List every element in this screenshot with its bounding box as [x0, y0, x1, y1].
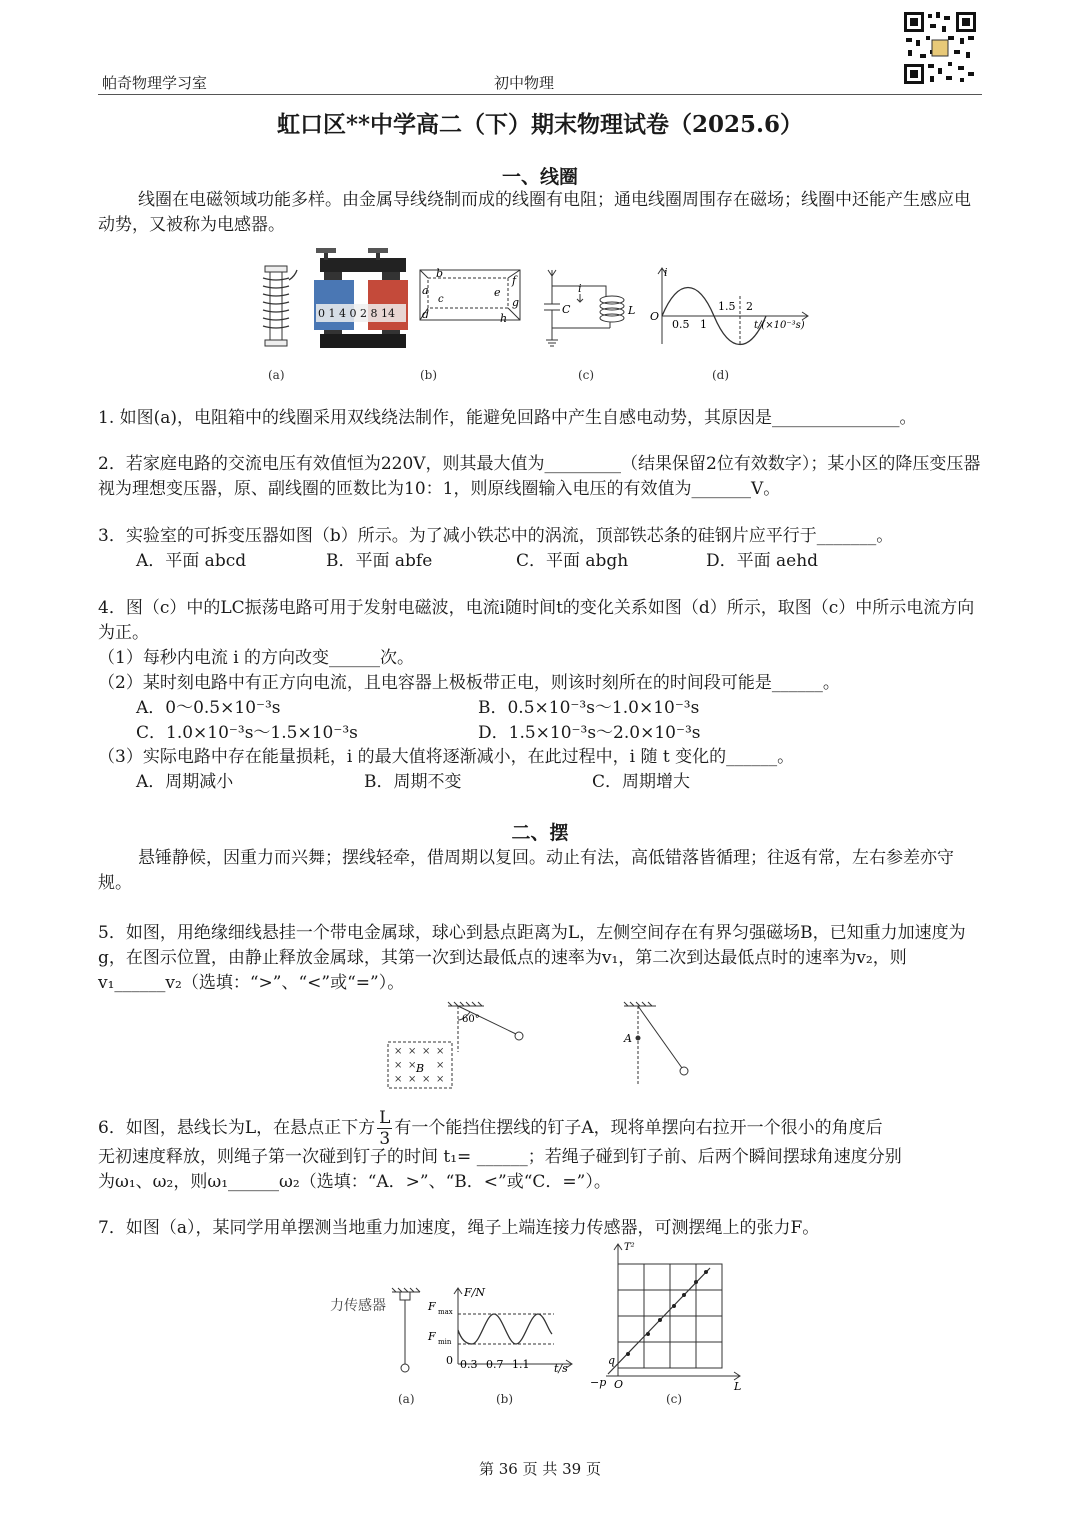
figure-b-transformer	[304, 248, 528, 352]
svg-text:×: ×	[408, 1060, 417, 1071]
q4-2-option-a: A．0～0.5×10⁻³s	[136, 698, 281, 718]
svg-text:i: i	[578, 282, 582, 295]
page-title: 虹口区**中学高二（下）期末物理试卷（2025.6）	[276, 111, 804, 138]
caption-d: (d)	[712, 368, 730, 382]
svg-text:F: F	[428, 1300, 436, 1313]
q3-option-c: C．平面 abgh	[516, 551, 629, 571]
qr-code-icon	[902, 10, 978, 86]
svg-text:2: 2	[746, 300, 753, 313]
svg-text:−p: −p	[590, 1376, 607, 1389]
q4-3-option-b: B．周期不变	[364, 772, 462, 792]
svg-text:max: max	[438, 1308, 453, 1316]
svg-text:e: e	[494, 286, 501, 299]
fraction-l-over-3: $\frac{L}{3}$	[379, 1108, 391, 1149]
question-6-line1: 6．如图，悬线长为L，在悬点正下方 $\frac{L}{3}$ 有一个能挡住摆线的钉子A，现将单摆向右拉开一个很小的角度后	[98, 1108, 883, 1149]
svg-text:F/N: F/N	[464, 1286, 485, 1299]
svg-text:0: 0	[446, 1354, 453, 1367]
svg-text:×: ×	[408, 1046, 417, 1057]
svg-text:0.5: 0.5	[672, 318, 690, 331]
svg-text:×: ×	[422, 1074, 431, 1085]
q3-option-a: A．平面 abcd	[136, 551, 247, 571]
svg-text:×: ×	[422, 1046, 431, 1057]
caption-a: (a)	[268, 368, 285, 382]
question-2: 2．若家庭电路的交流电压有效值恒为220V，则其最大值为_________（结果保留2位有效数字）；某小区的降压变压器视为理想变压器，原、副线圈的匝数比为10：1，则原线圈输入电压的有效值为_______V。	[98, 454, 981, 499]
svg-text:d: d	[422, 308, 430, 321]
svg-text:60°: 60°	[462, 1014, 480, 1025]
section-intro-coil: 线圈在电磁领域功能多样。由金属导线绕制而成的线圈有电阻；通电线圈周围存在磁场；线圈中还能产生感应电动势，又被称为电感器。	[98, 190, 971, 235]
q4-sub-2: （2）某时刻电路中有正方向电流，且电容器上极板带正电，则该时刻所在的时间段可能是______。	[98, 673, 840, 693]
svg-text:F: F	[428, 1330, 436, 1343]
svg-text:a: a	[422, 284, 429, 297]
question-6-line3: 为ω₁、ω₂，则ω₁______ω₂（选填：“A．>”、“B．<”或“C．=”）。	[98, 1172, 611, 1192]
svg-text:×: ×	[436, 1074, 445, 1085]
caption-b: (b)	[420, 368, 438, 382]
question-7: 7．如图（a），某同学用单摆测当地重力加速度，绳子上端连接力传感器，可测摆绳上的张力F。	[98, 1218, 820, 1238]
svg-text:力传感器: 力传感器	[330, 1298, 386, 1314]
svg-text:0.7: 0.7	[486, 1358, 504, 1371]
svg-text:×: ×	[394, 1074, 403, 1085]
svg-text:1: 1	[700, 318, 707, 331]
svg-text:t/s: t/s	[554, 1362, 568, 1375]
question-5: 5．如图，用绝缘细线悬挂一个带电金属球，球心到悬点距离为L，左侧空间存在有界匀强磁场B，已知重力加速度为g，在图示位置，由静止释放金属球，其第一次到达最低点的速率为v₁，第二次到达最低点时的速率为v₂，则 v₁______v₂（选填：“>”、“<”或“=”）。	[98, 923, 966, 993]
svg-text:×: ×	[408, 1074, 417, 1085]
svg-text:h: h	[500, 312, 508, 325]
caption-c: (c)	[578, 368, 595, 382]
q3-option-b: B．平面 abfe	[326, 551, 433, 571]
figure-q7a-force-sensor	[328, 1284, 424, 1374]
question-1: 1. 如图(a)，电阻箱中的线圈采用双线绕法制作，能避免回路中产生自感电动势，其原因是_______________。	[98, 408, 917, 428]
figure-q5-pendulum-field	[382, 1000, 532, 1092]
svg-text:q: q	[608, 1354, 616, 1367]
svg-text:×: ×	[436, 1060, 445, 1071]
svg-text:A: A	[624, 1032, 632, 1045]
question-3-stem: 3．实验室的可拆变压器如图（b）所示。为了减小铁芯中的涡流，顶部铁芯条的硅钢片应平行于_______。	[98, 526, 894, 546]
figure-q6-pendulum-nail	[616, 1000, 696, 1092]
svg-text:L: L	[734, 1380, 742, 1390]
caption-7c: (c)	[666, 1392, 683, 1406]
figure-q7b-force-graph	[424, 1282, 580, 1376]
q3-option-d: D．平面 aehd	[706, 551, 819, 571]
svg-text:c: c	[438, 294, 444, 305]
page-footer: 第 36 页 共 39 页	[478, 1460, 601, 1478]
q4-2-option-b: B．0.5×10⁻³s～1.0×10⁻³s	[478, 698, 700, 718]
header-center: 初中物理	[494, 74, 555, 92]
svg-text:T²: T²	[624, 1242, 635, 1253]
q4-3-option-c: C．周期增大	[592, 772, 691, 792]
q4-2-option-d: D．1.5×10⁻³s～2.0×10⁻³s	[478, 723, 701, 743]
section-heading-pendulum: 二、摆	[511, 822, 569, 844]
header-rule	[98, 94, 982, 95]
q4-sub-1: （1）每秒内电流 i 的方向改变______次。	[98, 648, 415, 668]
svg-text:f: f	[512, 274, 517, 287]
svg-text:g: g	[512, 296, 520, 309]
caption-7b: (b)	[496, 1392, 514, 1406]
svg-text:t/(×10⁻³s): t/(×10⁻³s)	[754, 320, 805, 331]
svg-text:1.1: 1.1	[512, 1358, 530, 1371]
svg-text:L: L	[628, 304, 636, 317]
header-left: 帕奇物理学习室	[102, 74, 208, 92]
figure-q7c-t2-l-graph	[588, 1240, 748, 1390]
svg-text:×: ×	[394, 1046, 403, 1057]
question-4-stem: 4．图（c）中的LC振荡电路可用于发射电磁波，电流i随时间t的变化关系如图（d）所示，取图（c）中所示电流方向为正。	[98, 598, 975, 643]
svg-text:B: B	[416, 1062, 425, 1075]
figure-a-coil	[255, 262, 300, 350]
svg-text:O: O	[650, 310, 660, 323]
figure-c-lc-circuit	[540, 268, 644, 352]
svg-text:i: i	[664, 266, 668, 279]
section-intro-pendulum: 悬锤静候，因重力而兴舞；摆线轻牵，借周期以复回。动止有法，高低错落皆循理；往返有常，左右参差亦守规。	[98, 848, 954, 893]
figure-d-current-graph	[646, 264, 822, 350]
svg-text:b: b	[436, 267, 444, 280]
section-heading-coil: 一、线圈	[501, 166, 578, 188]
svg-text:min: min	[438, 1338, 452, 1346]
question-6-line2: 无初速度释放，则绳子第一次碰到钉子的时间 t₁= ______；若绳子碰到钉子前、后两个瞬间摆球角速度分别	[98, 1147, 902, 1167]
q4-sub-3: （3）实际电路中存在能量损耗，i 的最大值将逐渐减小，在此过程中，i 随 t 变化的______。	[98, 747, 795, 767]
svg-text:×: ×	[436, 1046, 445, 1057]
svg-text:O: O	[614, 1378, 624, 1390]
q4-2-option-c: C．1.0×10⁻³s～1.5×10⁻³s	[136, 723, 358, 743]
svg-text:1.5: 1.5	[718, 300, 736, 313]
svg-text:×: ×	[394, 1060, 403, 1071]
figure-b-scale: 0 1 4 0 2 8 14	[318, 307, 395, 320]
caption-7a: (a)	[398, 1392, 415, 1406]
svg-text:0.3: 0.3	[460, 1358, 478, 1371]
q4-3-option-a: A．周期减小	[136, 772, 234, 792]
svg-text:C: C	[562, 303, 571, 316]
